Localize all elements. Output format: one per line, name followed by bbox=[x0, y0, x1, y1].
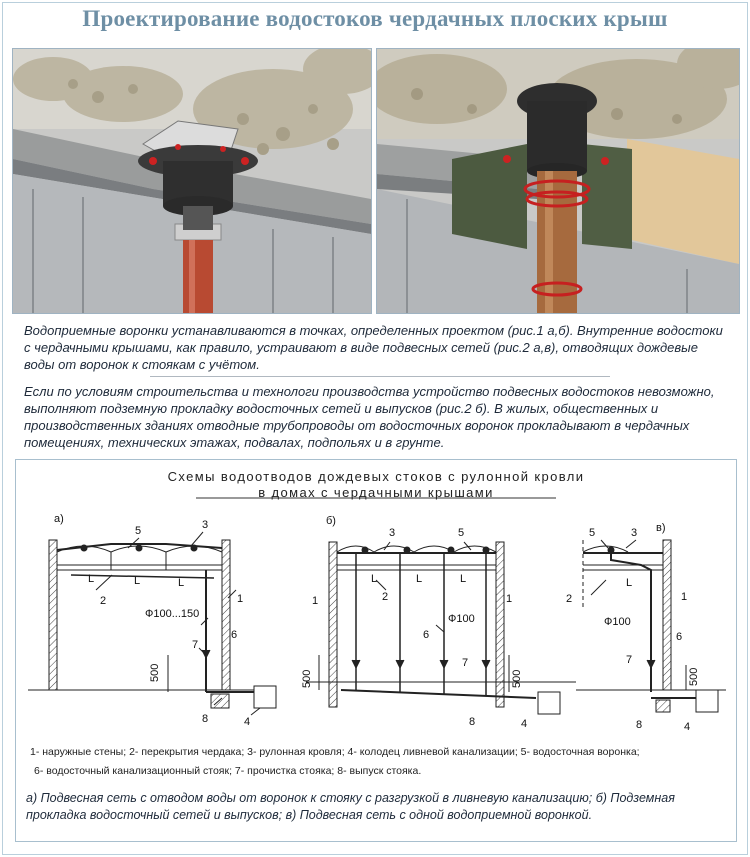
label-b-6: 6 bbox=[423, 629, 430, 641]
paragraph-funnels: Водоприемные воронки устанавливаются в точках, определенных проектом (рис.1 а,б). Внутренние водостоки с чердачными крышами, как правило, устраивают в виде подвесных сетей (рис.2 а,в), отводящих дождевые воды от воронок к стоякам с учётом. bbox=[24, 323, 723, 372]
label-a-L1: L bbox=[88, 573, 95, 585]
scheme-b bbox=[306, 542, 576, 714]
label-b-1-right: 1 bbox=[506, 593, 513, 605]
scheme-a bbox=[28, 532, 276, 715]
page-title: Проектирование водостоков чердачных плоских крыш bbox=[82, 6, 668, 31]
label-v-3: 3 bbox=[631, 527, 638, 539]
label-b: б) bbox=[326, 515, 336, 527]
label-v-7: 7 bbox=[626, 654, 633, 666]
paragraph-underground: Если по условиям строительства и технологи производства устройство подвесных водостоков невозможно, выполняют подземную прокладку водосточных сетей и выпусков (рис.2 б). В жилых, общественных и производственных зданиях отводные трубопроводы от водосточных воронок прокладывают в чердачных помещениях, технических этажах, подвалах, подпольях и в грунте. bbox=[24, 384, 715, 450]
label-b-500: 500 bbox=[301, 669, 313, 688]
label-a-4: 4 bbox=[244, 716, 251, 728]
scheme-title-line1: Схемы водоотводов дождевых стоков с рулонной кровли bbox=[167, 469, 585, 484]
scheme-caption: а) Подвесная сеть с отводом воды от воронок к стояку с разгрузкой в ливневую канализацию; б) Подземная прокладка водосточный сетей и выпусков; в) Подвесная сеть с одной водоприемной воронкой. bbox=[26, 791, 675, 822]
label-a-7: 7 bbox=[192, 639, 199, 651]
label-v-8: 8 bbox=[636, 719, 643, 731]
label-b-L1: L bbox=[371, 573, 378, 585]
label-v: в) bbox=[656, 522, 666, 534]
legend-line2: 6- водосточный канализационный стояк; 7- прочистка стояка; 8- выпуск стояка. bbox=[34, 765, 422, 777]
label-a-8: 8 bbox=[202, 713, 209, 725]
label-a: а) bbox=[54, 513, 64, 525]
label-a-L3: L bbox=[178, 577, 185, 589]
label-b-3: 3 bbox=[389, 527, 396, 539]
label-a-3: 3 bbox=[202, 519, 209, 531]
label-b-diameter: Ф100 bbox=[448, 613, 475, 625]
label-a-500: 500 bbox=[149, 663, 161, 682]
divider bbox=[150, 376, 610, 377]
label-v-1: 1 bbox=[681, 591, 688, 603]
label-a-1: 1 bbox=[237, 593, 244, 605]
photo-funnel-with-heating-cable bbox=[376, 48, 740, 314]
label-v-6: 6 bbox=[676, 631, 683, 643]
label-b-1: 1 bbox=[312, 595, 319, 607]
label-a-5: 5 bbox=[135, 525, 142, 537]
label-b-4: 4 bbox=[521, 718, 528, 730]
scheme-drawings bbox=[16, 460, 736, 750]
label-v-L: L bbox=[626, 577, 633, 589]
legend-line1: 1- наружные стены; 2- перекрытия чердака; 3- рулонная кровля; 4- колодец ливневой канализации; 5- водосточная воронка; bbox=[30, 746, 640, 758]
label-v-5: 5 bbox=[589, 527, 596, 539]
label-v-4: 4 bbox=[684, 721, 691, 733]
scheme-panel bbox=[15, 459, 737, 842]
label-b-L2: L bbox=[416, 573, 423, 585]
label-b-8: 8 bbox=[469, 716, 476, 728]
label-a-6: 6 bbox=[231, 629, 238, 641]
label-a-L2: L bbox=[134, 575, 141, 587]
label-a-2: 2 bbox=[100, 595, 107, 607]
label-v-2: 2 bbox=[566, 593, 573, 605]
label-a-diameter: Ф100...150 bbox=[145, 608, 200, 620]
label-b-500-right: 500 bbox=[511, 669, 523, 688]
scheme-title-line2: в домах с чердачными крышами bbox=[258, 485, 494, 500]
label-b-2: 2 bbox=[382, 591, 389, 603]
label-b-7: 7 bbox=[462, 657, 469, 669]
photo-funnel-with-shield bbox=[12, 48, 372, 314]
scheme-v bbox=[576, 540, 726, 712]
label-b-5: 5 bbox=[458, 527, 465, 539]
label-v-500: 500 bbox=[688, 667, 700, 686]
label-b-L3: L bbox=[460, 573, 467, 585]
label-v-diameter: Ф100 bbox=[604, 616, 631, 628]
